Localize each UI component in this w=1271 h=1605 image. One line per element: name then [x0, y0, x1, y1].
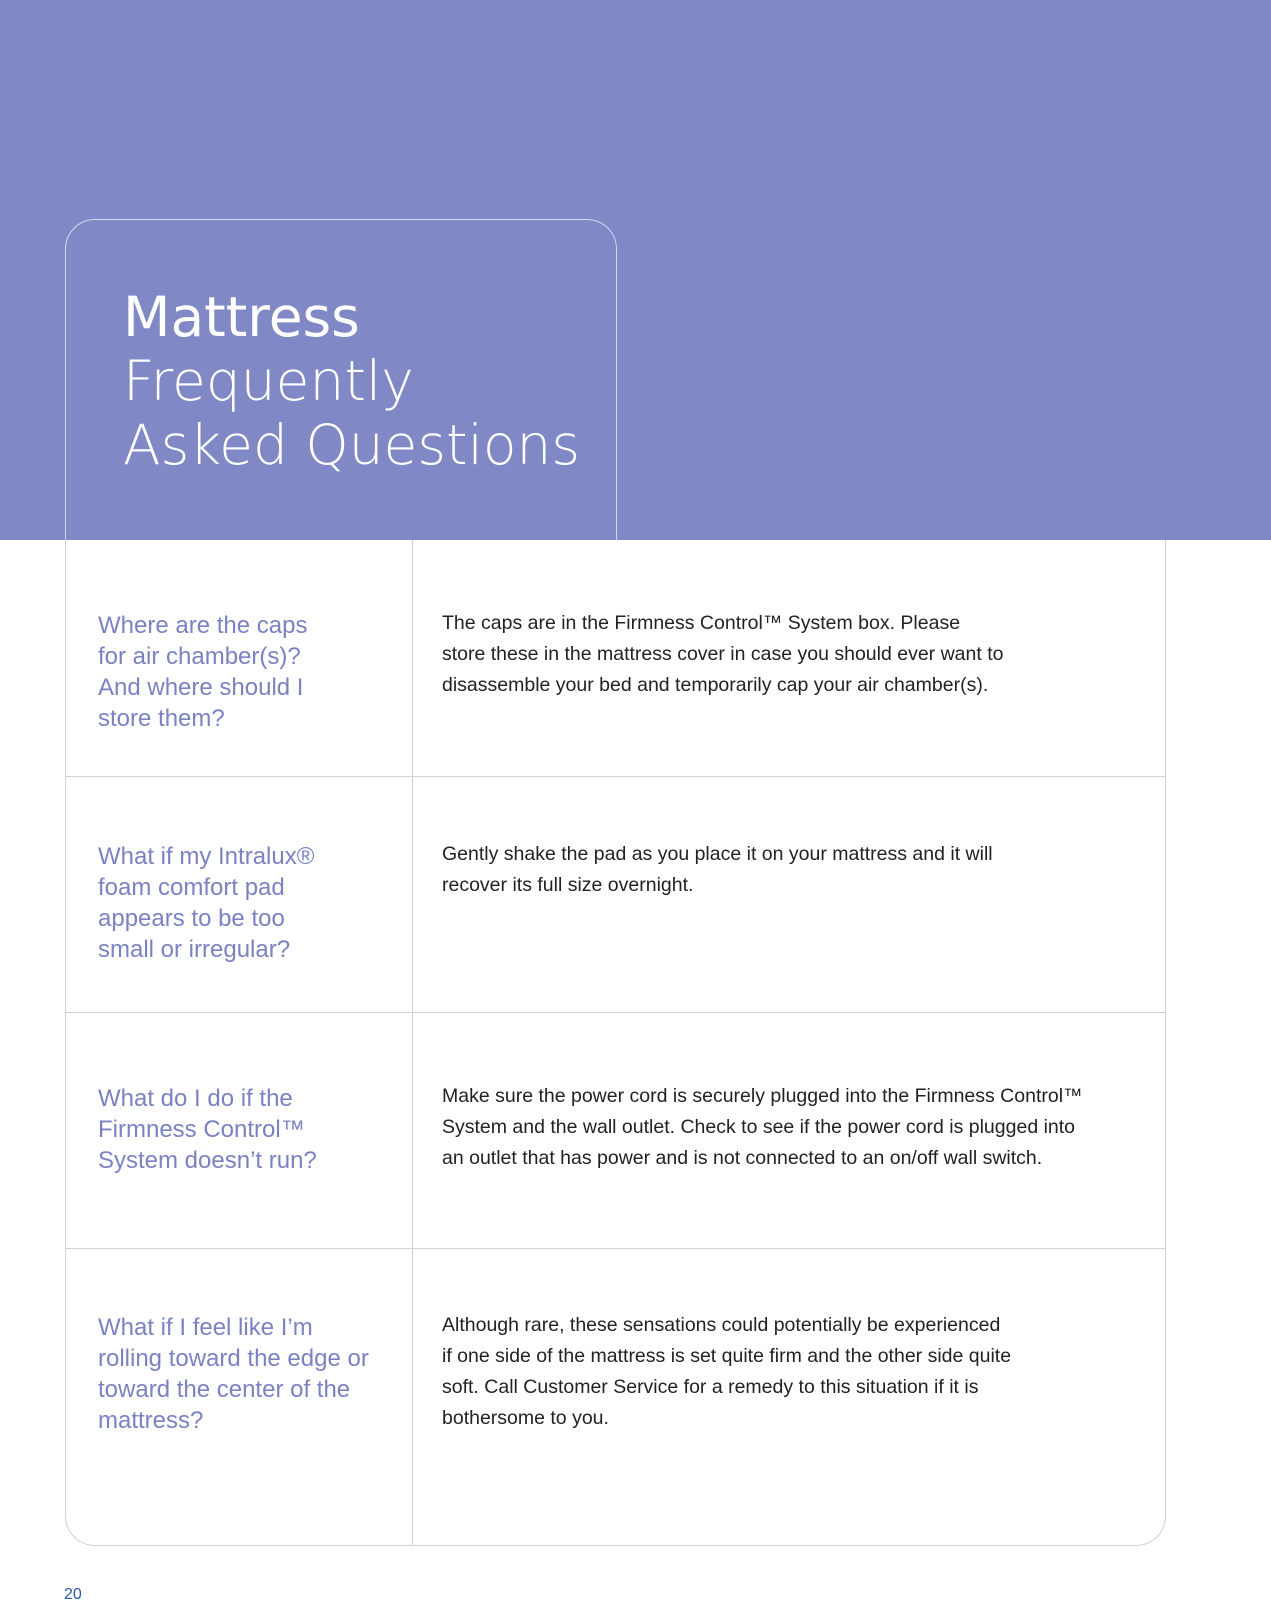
faq-answer: The caps are in the Firmness Control™ System box. Please store these in the mattress cover in case you should ever want to disassemble your bed and temporarily cap your air chamber(s). — [442, 612, 1004, 696]
page-title — [123, 285, 580, 477]
faq-answer: Although rare, these sensations could potentially be experienced if one side of the mattress is set quite firm and the other side quite soft. Call Customer Service for a remedy to this situation if it is bothersome to you. — [442, 1314, 1012, 1429]
faq-answer: Make sure the power cord is securely plugged into the Firmness Control™ System and the wall outlet. Check to see if the power cord is plugged into an outlet that has power and is not connected to an on/off wall switch. — [442, 1085, 1083, 1169]
page-number: 20 — [64, 1586, 82, 1603]
faq-question: Where are the caps for air chamber(s)? And where should I store them? — [98, 612, 308, 732]
faq-question: What do I do if the Firmness Control™ System doesn’t run? — [98, 1085, 317, 1174]
faq-row — [66, 540, 1165, 776]
faq-answer: Gently shake the pad as you place it on your mattress and it will recover its full size overnight. — [442, 843, 993, 896]
faq-row — [66, 776, 1165, 1012]
faq-table — [65, 540, 1166, 1546]
faq-question: What if I feel like I’m rolling toward the edge or toward the center of the mattress? — [98, 1314, 369, 1434]
faq-row — [66, 1012, 1165, 1248]
title-line-asked-questions: Asked Questions — [123, 413, 581, 477]
title-line-frequently: Frequently — [123, 349, 414, 413]
faq-question: What if my Intralux® foam comfort pad appears to be too small or irregular? — [98, 843, 315, 963]
title-line-mattress: Mattress — [123, 285, 360, 349]
faq-row — [66, 1248, 1165, 1546]
column-divider — [412, 540, 413, 1546]
